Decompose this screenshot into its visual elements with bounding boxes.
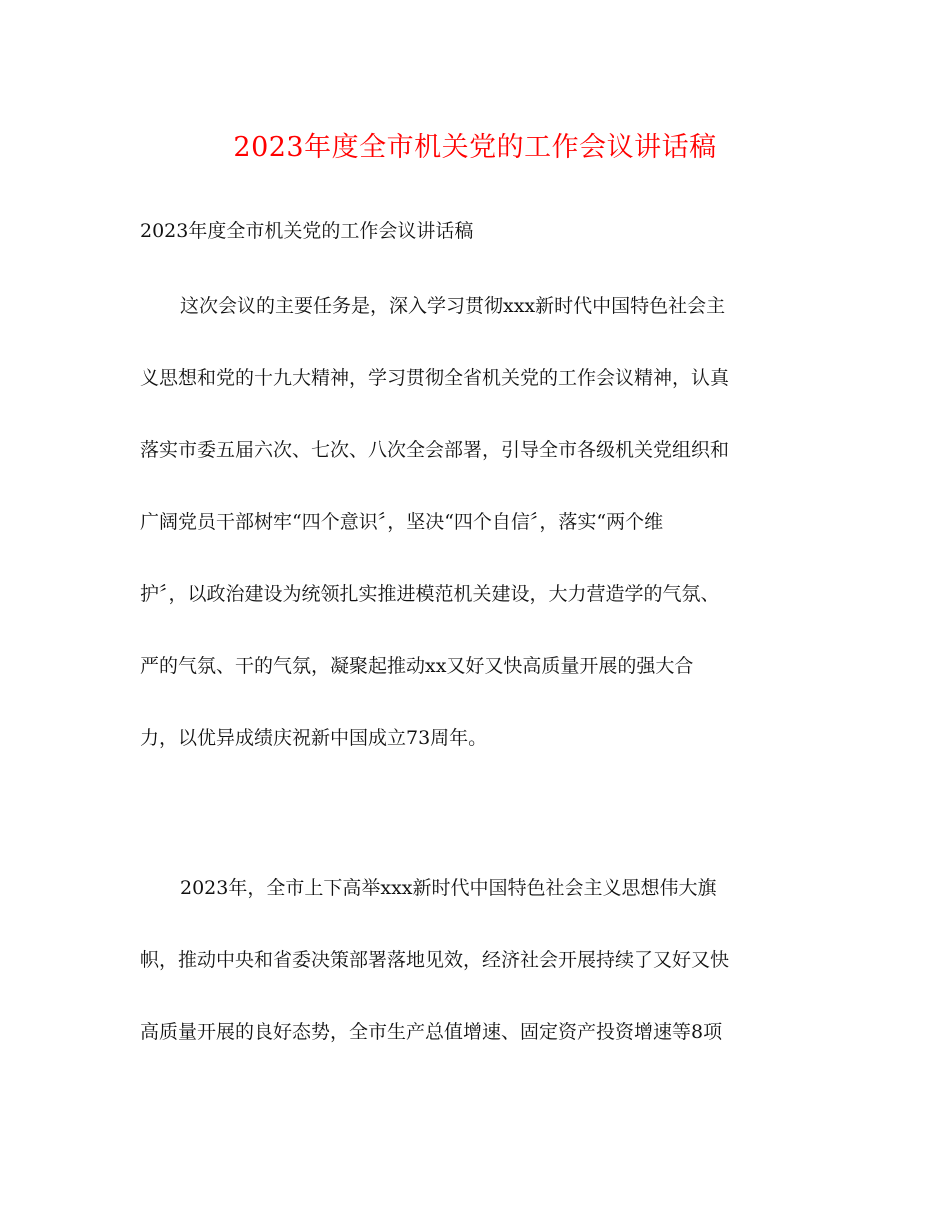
paragraph-1-line-1: 这次会议的主要任务是，深入学习贯彻xxx新时代中国特色社会主 <box>180 295 726 317</box>
document-title: 2023年度全市机关党的工作会议讲话稿 <box>233 132 717 163</box>
paragraph-1-line-2: 义思想和党的十九大精神，学习贯彻全省机关党的工作会议精神，认真 <box>140 367 730 389</box>
paragraph-1-line-5: 护〞，以政治建设为统领扎实推进模范机关建设，大力营造学的气氛、 <box>140 583 720 605</box>
paragraph-1-line-7: 力，以优异成绩庆祝新中国成立73周年。 <box>140 727 488 749</box>
paragraph-1-line-4: 广阔党员干部树牢“四个意识〞，坚决“四个自信〞，落实“两个维 <box>140 511 664 533</box>
document-subtitle: 2023年度全市机关党的工作会议讲话稿 <box>140 220 474 242</box>
paragraph-2-line-1: 2023年，全市上下高举xxx新时代中国特色社会主义思想伟大旗 <box>180 877 717 899</box>
paragraph-2-line-3: 高质量开展的良好态势，全市生产总值增速、固定资产投资增速等8项 <box>140 1021 723 1043</box>
paragraph-1-line-6: 严的气氛、干的气氛，凝聚起推动xx又好又快高质量开展的强大合 <box>140 655 694 677</box>
paragraph-2-line-2: 帜，推动中央和省委决策部署落地见效，经济社会开展持续了又好又快 <box>140 949 730 971</box>
paragraph-1-line-3: 落实市委五届六次、七次、八次全会部署，引导全市各级机关党组织和 <box>140 439 730 461</box>
